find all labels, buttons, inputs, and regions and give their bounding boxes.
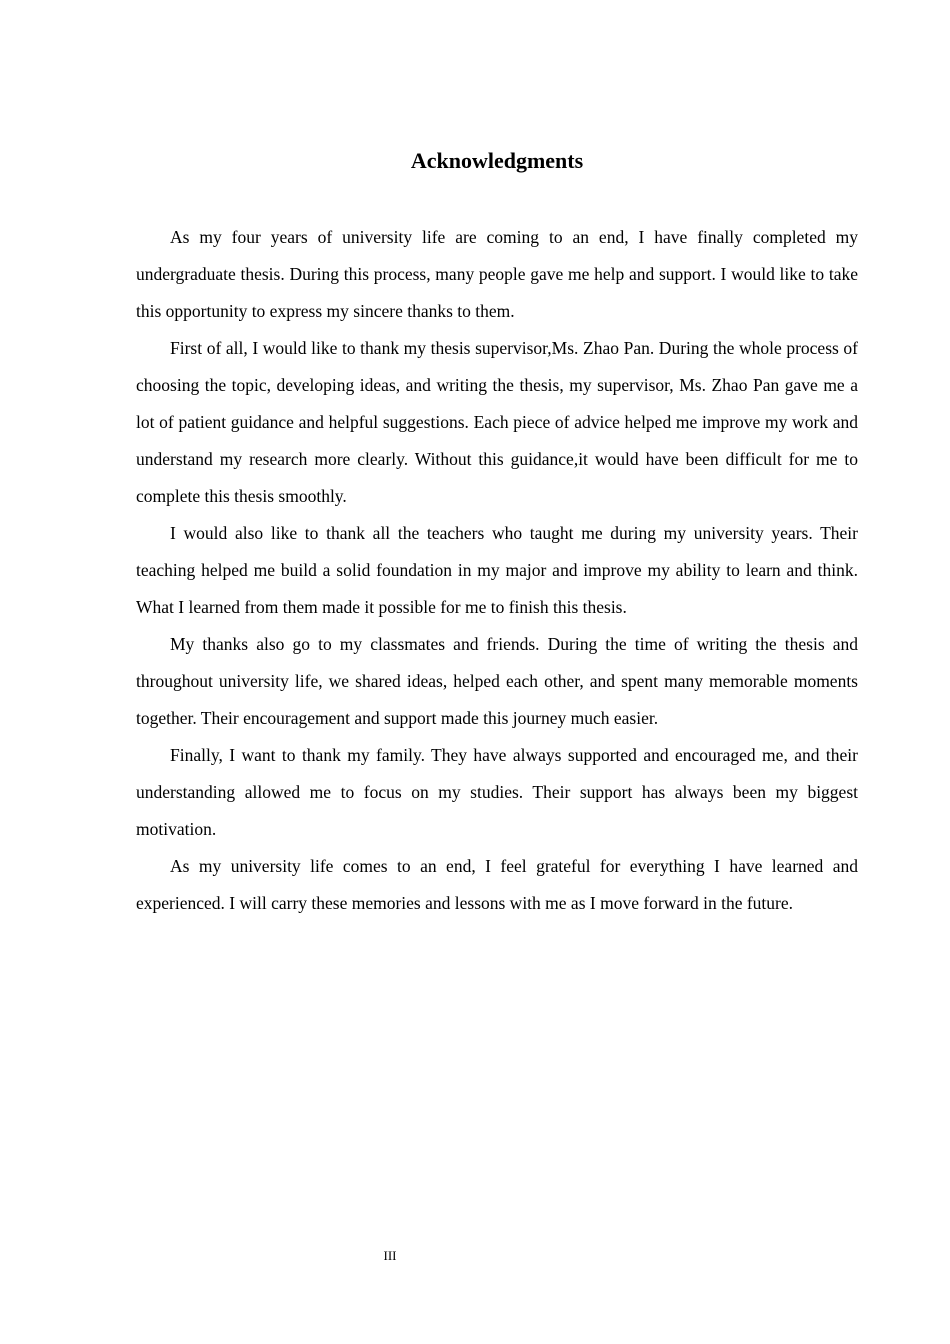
paragraph-2: First of all, I would like to thank my thesis supervisor,Ms. Zhao Pan. During the whole process of choosing the topic, developing ideas, and writing the thesis, my supervisor, Ms. Zhao Pan gave me a lot of patient guidance and helpful suggestions. Each piece of advice helped me improve my work and understand my research more clearly. Without this guidance,it would have been difficult for me to complete this thesis smoothly. xyxy=(136,338,858,506)
paragraph-4: My thanks also go to my classmates and friends. During the time of writing the thesis and throughout university life, we shared ideas, helped each other, and spent many memorable moments together. Their encouragement and support made this journey much easier. xyxy=(136,634,858,728)
body-text xyxy=(136,219,858,922)
paragraph-1: As my four years of university life are coming to an end, I have finally completed my undergraduate thesis. During this process, many people gave me help and support. I would like to take this opportunity to express my sincere thanks to them. xyxy=(136,227,858,321)
paragraph-6: As my university life comes to an end, I feel grateful for everything I have learned and experienced. I will carry these memories and lessons with me as I move forward in the future. xyxy=(136,856,858,913)
page-number: III xyxy=(383,1248,397,1263)
paragraph-3: I would also like to thank all the teachers who taught me during my university years. Their teaching helped me build a solid foundation in my major and improve my ability to learn and think. What I learned from them made it possible for me to finish this thesis. xyxy=(136,523,858,617)
paragraph-5: Finally, I want to thank my family. They have always supported and encouraged me, and their understanding allowed me to focus on my studies. Their support has always been my biggest motivation. xyxy=(136,745,858,839)
page-title-text: Acknowledgments xyxy=(410,148,584,173)
page-title xyxy=(136,146,858,176)
